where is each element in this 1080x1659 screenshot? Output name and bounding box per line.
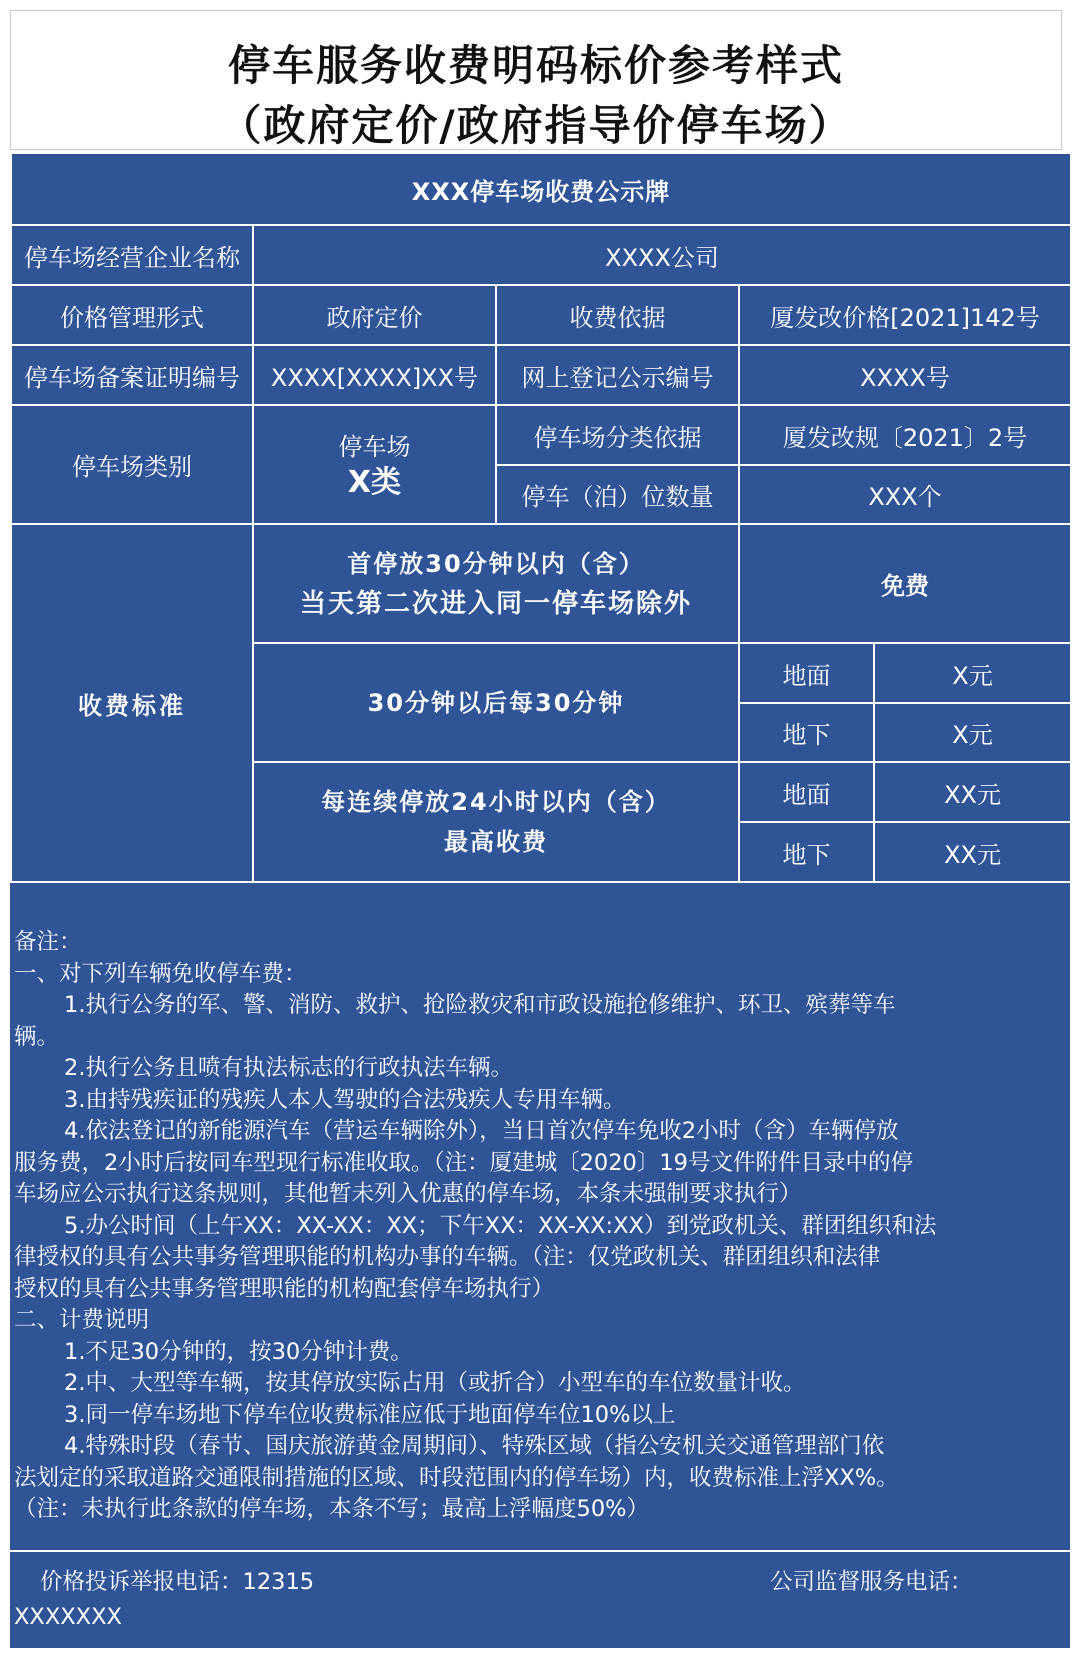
max-ground-label: 地面 bbox=[739, 762, 874, 822]
first-period bbox=[253, 524, 739, 643]
category-value bbox=[253, 405, 496, 524]
notes-line: 5.办公时间（上午XX：XX-XX：XX；下午XX：XX-XX:XX）到党政机关、群团组织和法 bbox=[64, 1212, 937, 1239]
notes-line: 服务费，2小时后按同车型现行标准收取。（注：厦建城〔2020〕19号文件附件目录中的停 bbox=[14, 1149, 913, 1176]
category-label: 停车场类别 bbox=[11, 405, 253, 524]
notes-line: 2.中、大型等车辆，按其停放实际占用（或折合）小型车的车位数量计收。 bbox=[64, 1370, 806, 1396]
notes-section bbox=[14, 927, 1066, 1526]
record-value: XXXX[XXXX]XX号 bbox=[253, 345, 496, 405]
price-form-label: 价格管理形式 bbox=[11, 285, 253, 345]
notes-line: 车场应公示执行这条规则，其他暂未列入优惠的停车场，本条未强制要求执行） bbox=[14, 1181, 802, 1207]
category-value-line2: X类 bbox=[347, 464, 402, 500]
page-subtitle: （政府定价/政府指导价停车场） bbox=[219, 101, 853, 150]
basis-label: 收费依据 bbox=[496, 285, 739, 345]
max-fee-line1: 每连续停放24小时以内（含） bbox=[321, 788, 671, 816]
max-fee bbox=[253, 762, 739, 882]
first-period-value: 免费 bbox=[739, 524, 1071, 643]
notes-line: 1.执行公务的军、警、消防、救护、抢险救灾和市政设施抢修维护、环卫、殡葬等车 bbox=[64, 992, 896, 1018]
notes-line: 律授权的具有公共事务管理职能的机构办事的车辆。（注：仅党政机关、群团组织和法律 bbox=[14, 1244, 881, 1270]
company-hotline-number: XXXXXXX bbox=[14, 1604, 122, 1630]
footer-bar bbox=[10, 1550, 1070, 1650]
notes-line: 3.由持残疾证的残疾人本人驾驶的合法残疾人专用车辆。 bbox=[64, 1086, 626, 1113]
after-under-label: 地下 bbox=[739, 703, 874, 762]
after-period-label: 30分钟以后每30分钟 bbox=[253, 643, 739, 762]
fee-table bbox=[10, 152, 1072, 883]
fee-notice-board bbox=[10, 152, 1070, 1648]
company-hotline-label: 公司监督服务电话： bbox=[770, 1569, 973, 1595]
notes-line: 4.依法登记的新能源汽车（营运车辆除外），当日首次停车免收2小时（含）车辆停放 bbox=[64, 1118, 899, 1144]
online-value: XXXX号 bbox=[739, 345, 1071, 405]
notes-line: 授权的具有公共事务管理职能的机构配套停车场执行） bbox=[14, 1275, 555, 1302]
price-form-value: 政府定价 bbox=[253, 285, 496, 345]
first-period-line1: 首停放30分钟以内（含） bbox=[347, 549, 645, 578]
basis-value: 厦发改价格[2021]142号 bbox=[739, 285, 1071, 345]
notes-line: 2.执行公务且喷有执法标志的行政执法车辆。 bbox=[64, 1055, 513, 1081]
page-header bbox=[10, 10, 1062, 150]
max-under-label: 地下 bbox=[739, 822, 874, 882]
max-fee-line2: 最高收费 bbox=[444, 828, 548, 856]
notes-section-2-heading: 二、计费说明 bbox=[14, 1307, 150, 1333]
category-value-line1: 停车场 bbox=[338, 432, 411, 461]
page-title: 停车服务收费明码标价参考样式 bbox=[227, 41, 844, 90]
online-label: 网上登记公示编号 bbox=[496, 345, 739, 405]
company-value: XXXX公司 bbox=[253, 225, 1071, 285]
notes-section-1-heading: 一、对下列车辆免收停车费： bbox=[14, 960, 307, 987]
notes-line: （注：未执行此条款的停车场，本条不写；最高上浮幅度50%） bbox=[14, 1496, 650, 1522]
notes-line: 1.不足30分钟的，按30分钟计费。 bbox=[64, 1338, 413, 1365]
class-basis-value: 厦发改规〔2021〕2号 bbox=[739, 405, 1071, 465]
after-ground-value: X元 bbox=[874, 643, 1071, 703]
record-label: 停车场备案证明编号 bbox=[11, 345, 253, 405]
board-title: XXX停车场收费公示牌 bbox=[11, 153, 1071, 225]
notes-line: 4.特殊时段（春节、国庆旅游黄金周期间）、特殊区域（指公安机关交通管理部门依 bbox=[64, 1433, 885, 1459]
class-basis-label: 停车场分类依据 bbox=[496, 405, 739, 465]
after-ground-label: 地面 bbox=[739, 643, 874, 703]
first-period-line2: 当天第二次进入同一停车场除外 bbox=[299, 588, 692, 619]
fee-standard-label: 收费标准 bbox=[11, 524, 253, 882]
notes-line: 法划定的采取道路交通限制措施的区域、时段范围内的停车场）内，收费标准上浮XX%。 bbox=[14, 1464, 899, 1491]
complaint-hotline: 价格投诉举报电话：12315 bbox=[40, 1569, 315, 1595]
notes-line: 3.同一停车场地下停车位收费标准应低于地面停车位10%以上 bbox=[64, 1401, 676, 1428]
spaces-label: 停车（泊）位数量 bbox=[496, 465, 739, 524]
after-under-value: X元 bbox=[874, 703, 1071, 762]
company-label: 停车场经营企业名称 bbox=[11, 225, 253, 285]
spaces-value: XXX个 bbox=[739, 465, 1071, 524]
max-under-value: XX元 bbox=[874, 822, 1071, 882]
notes-heading: 备注： bbox=[14, 929, 82, 955]
max-ground-value: XX元 bbox=[874, 762, 1071, 822]
notes-line: 辆。 bbox=[14, 1023, 60, 1050]
